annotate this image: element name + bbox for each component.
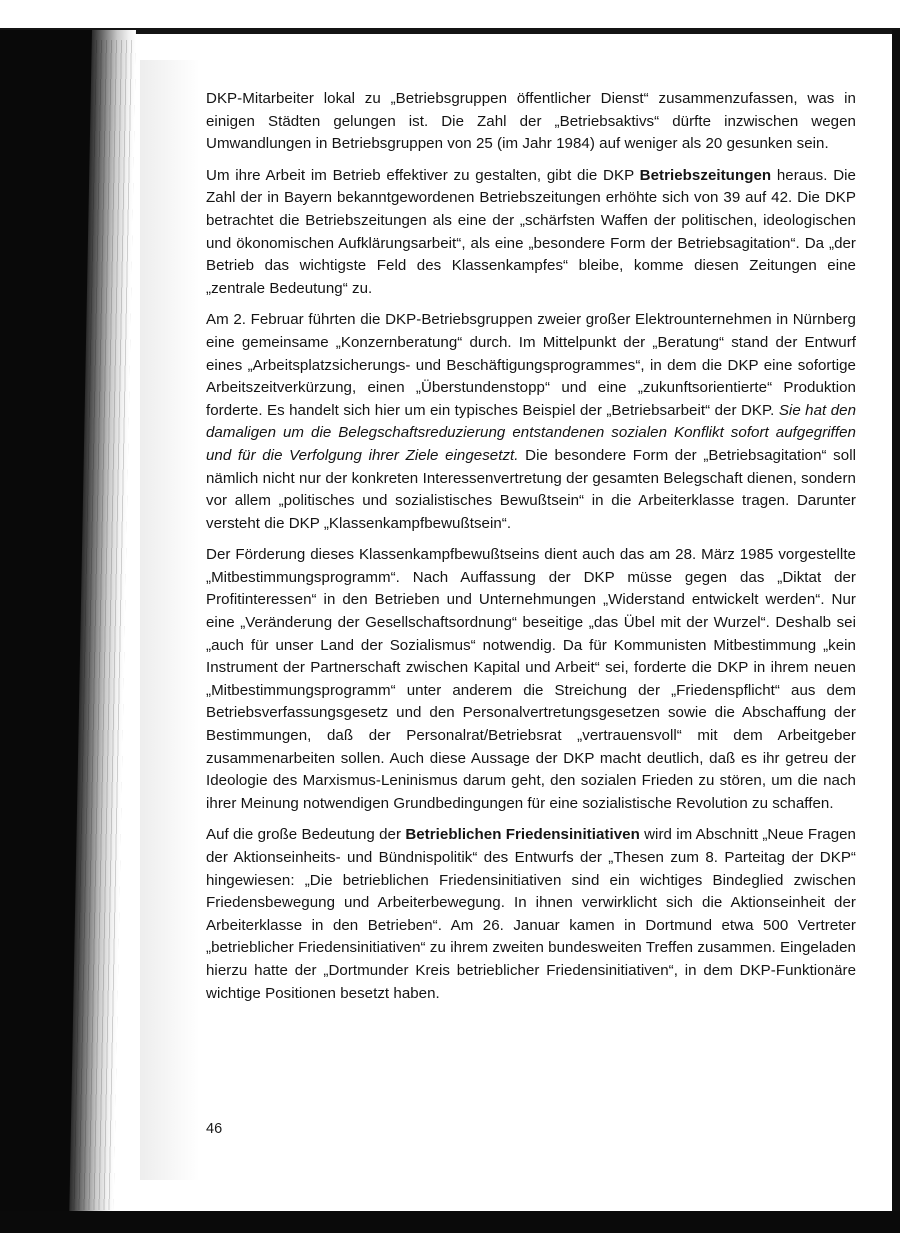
text-run: Die besondere Form der „Betriebsagitation“ soll nämlich nicht nur der konkreten Interessenvertretung der gesamten Belegschaft dienen, sondern vor allem „politisches und sozialistisches Bewußtsein“ in die Arbeiterklasse tragen. Darunter versteht die DKP „Klassenkampfbewußtsein“. [206, 446, 856, 532]
paragraph [206, 88, 856, 156]
scan-bottom-black-border [0, 1211, 900, 1233]
paragraph [206, 544, 856, 815]
text-run: Am 2. Februar führten die DKP-Betriebsgruppen zweier großer Elektrounternehmen in Nürnberg eine gemeinsame „Konzernberatung“ durch. Im Mittelpunkt der „Beratung“ stand der Entwurf eines „Arbeitsplatzsicherungs- und Beschäftigungsprogrammes“, in dem die DKP eine sofortige Arbeitszeitverkürzung, einen „Überstundenstopp“ und eine „zukunftsorientierte“ Produktion forderte. Es handelt sich hier um ein typisches Beispiel der „Betriebsarbeit“ der DKP. [206, 311, 856, 419]
text-run: wird im Abschnitt „Neue Fragen der Aktionseinheits- und Bündnispolitik“ des Entwurfs der „Thesen zum 8. Parteitag der DKP“ hingewiesen: „Die betrieblichen Friedensinitiativen sind ein wichtiges Bindeglied zwischen Friedensbewegung und Arbeiterbewegung. In ihnen verwirklicht sich die Aktionseinheit der Arbeiterklasse in den Betrieben“. Am 26. Januar kamen in Dortmund etwa 500 Vertreter „betrieblicher Friedensinitiativen“ zu ihrem zweiten bundesweiten Treffen zusammen. Eingeladen hierzu hatte der „Dortmunder Kreis betrieblicher Friedensinitiativen“, in dem DKP-Funktionäre wichtige Positionen besetzt haben. [206, 826, 856, 1002]
text-run: Auf die große Bedeutung der [206, 826, 406, 844]
text-run: Um ihre Arbeit im Betrieb effektiver zu gestalten, gibt die DKP [206, 166, 640, 184]
scan-right-black-border [892, 30, 900, 1233]
text-run: Der Förderung dieses Klassenkampfbewußtseins dient auch das am 28. März 1985 vorgestellte „Mitbestimmungsprogramm“. Nach Auffassung der DKP müsse gegen das „Diktat der Profitinteressen“ in den Betrieben und Unternehmungen „Widerstand entwickelt werden“. Nur eine „Veränderung der Gesellschaftsordnung“ beseitige „das Übel mit der Wurzel“. Deshalb sei „auch für unser Land der Sozialismus“ notwendig. Da für Kommunisten Mitbestimmung „kein Instrument der Partnerschaft zwischen Kapital und Arbeit“ sei, forderte die DKP in ihrem neuen „Mitbestimmungsprogramm“ unter anderem die Streichung der „Friedenspflicht“ aus dem Betriebsverfassungsgesetz und den Personalvertretungsgesetzen sowie die Abschaffung der Bestimmungen, daß der Personalrat/Betriebsrat „vertrauensvoll“ mit dem Arbeitgeber zusammenarbeiten sollen. Auch diese Aussage der DKP macht deutlich, daß es ihr getreu der Ideologie des Marxismus-Leninismus darum geht, den sozialen Frieden zu stören, um die nach ihrer Meinung notwendigen Grundbedingungen für eine sozialistische Revolution zu schaffen. [206, 546, 856, 812]
text-run: Betrieblichen Friedensinitiativen [405, 826, 640, 844]
paragraph [206, 165, 856, 301]
text-run: heraus. Die Zahl der in Bayern bekanntgewordenen Betriebszeitungen erhöhte sich von 39 auf 42. Die DKP betrachtet die Betriebszeitungen als eine der „schärfsten Waffen der politischen, ideologischen und ökonomischen Aufklärungsarbeit“, als eine „besondere Form der Betriebsagitation“. Da „der Betrieb das wichtigste Feld des Klassenkampfes“ bleibe, komme diesen Zeitungen eine „zentrale Bedeutung“ zu. [206, 166, 856, 297]
text-run: DKP-Mitarbeiter lokal zu „Betriebsgruppen öffentlicher Dienst“ zusammenzufassen, was in einigen Städten gelungen ist. Die Zahl der „Betriebsaktivs“ dürfte inzwischen wegen Umwandlungen in Betriebsgruppen von 25 (im Jahr 1984) auf weniger als 20 gesunken sein. [206, 90, 856, 153]
paragraph [206, 309, 856, 535]
text-run: Betriebszeitungen [639, 166, 772, 184]
paragraph [206, 824, 856, 1005]
page-number: 46 [206, 1121, 223, 1137]
body-text-column [206, 88, 856, 1005]
text-run: Sie hat den damaligen um die Belegschaftsreduzierung entstandenen sozialen Konflikt sofort aufgegriffen und für die Verfolgung ihrer Ziele eingesetzt. [206, 401, 857, 464]
